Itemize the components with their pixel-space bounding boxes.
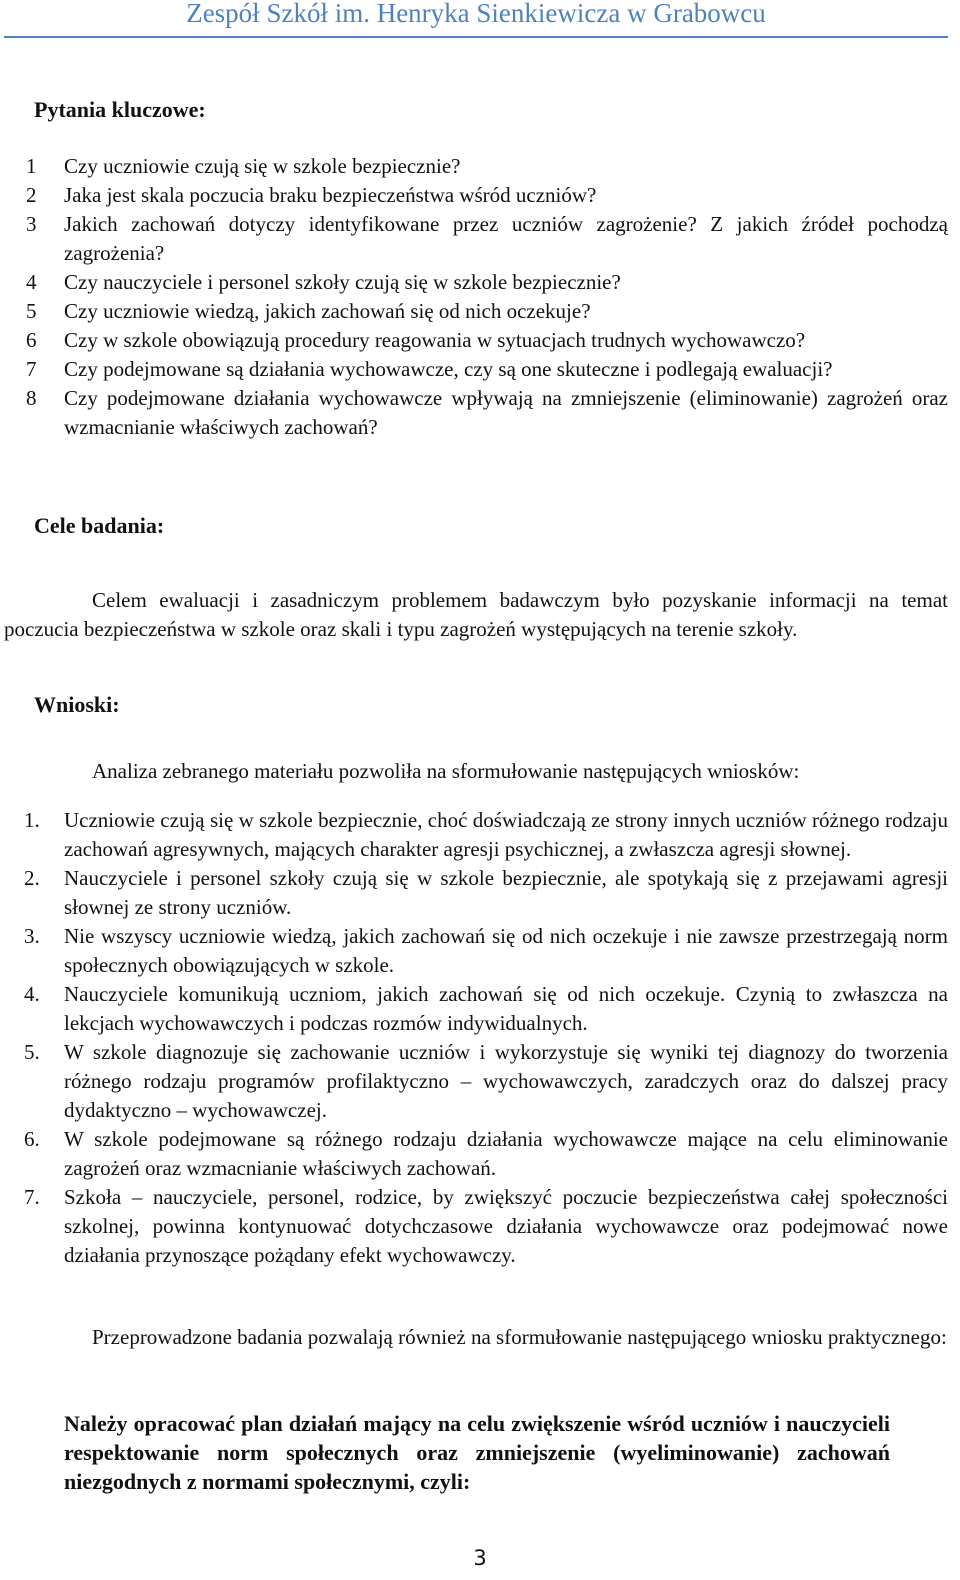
- list-item-text: Szkoła – nauczyciele, personel, rodzice, by zwiększyć poczucie bezpieczeństwa całej społeczności szkolnej, powinna kontynuować dotychczasowe działania wychowawcze oraz podejmować nowe działania przynoszące pożądany efekt wychowawczy.: [64, 1185, 948, 1267]
- list-item-text: W szkole podejmowane są różnego rodzaju działania wychowawcze mające na celu eliminowanie zagrożeń oraz wzmacnianie właściwych zachowań.: [64, 1127, 948, 1180]
- list-item: [0, 922, 948, 980]
- list-item: [0, 980, 948, 1038]
- list-item-text: Nauczyciele komunikują uczniom, jakich zachowań się od nich oczekuje. Czynią to zwłaszcza na lekcjach wychowawczych i podczas rozmów indywidualnych.: [64, 982, 948, 1035]
- list-item-text: Czy podejmowane działania wychowawcze wpływają na zmniejszenie (eliminowanie) zagrożeń oraz wzmacnianie właściwych zachowań?: [64, 386, 948, 439]
- list-item-number: 7.: [24, 1185, 40, 1209]
- conclusions-heading: Wnioski:: [34, 692, 120, 717]
- list-item-text: Uczniowie czują się w szkole bezpiecznie, choć doświadczają ze strony innych uczniów różnego rodzaju zachowań agresywnych, mających charakter agresji psychicznej, a zwłaszcza agresji słownej.: [64, 808, 948, 861]
- list-item-number: 4: [26, 270, 37, 294]
- list-item: [0, 384, 948, 442]
- list-item: [0, 355, 948, 384]
- list-item-text: Czy uczniowie wiedzą, jakich zachowań się od nich oczekuje?: [64, 299, 591, 323]
- list-item: [0, 152, 948, 181]
- list-item-number: 3.: [24, 924, 40, 948]
- list-item-text: Jaka jest skala poczucia braku bezpieczeństwa wśród uczniów?: [64, 183, 597, 207]
- key-questions-list: [0, 152, 960, 442]
- list-item: [0, 1183, 948, 1270]
- list-item-text: Czy podejmowane są działania wychowawcze, czy są one skuteczne i podlegają ewaluacji?: [64, 357, 833, 381]
- list-item: [0, 297, 948, 326]
- list-item-text: W szkole diagnozuje się zachowanie uczniów i wykorzystuje się wyniki tej diagnozy do tworzenia różnego rodzaju programów profilaktyczno – wychowawczych, zaradczych oraz do dalszej pracy dydaktyczno – wychowawczej.: [64, 1040, 948, 1122]
- list-item: [0, 210, 948, 268]
- practical-conclusion: Należy opracować plan działań mający na celu zwiększenie wśród uczniów i nauczycieli respektowanie norm społecznych oraz zmniejszenie (wyeliminowanie) zachowań niezgodnych z normami społecznymi, czyli:: [64, 1411, 890, 1494]
- list-item-number: 5.: [24, 1040, 40, 1064]
- list-item-number: 6.: [24, 1127, 40, 1151]
- list-item-number: 5: [26, 299, 37, 323]
- list-item-text: Nauczyciele i personel szkoły czują się w szkole bezpiecznie, ale spotykają się z przejawami agresji słownej ze strony uczniów.: [64, 866, 948, 919]
- list-item-text: Czy w szkole obowiązują procedury reagowania w sytuacjach trudnych wychowawczo?: [64, 328, 806, 352]
- goals-heading: Cele badania:: [34, 513, 165, 538]
- list-item-number: 1: [26, 154, 37, 178]
- conclusions-list: [0, 806, 960, 1270]
- list-item-number: 2: [26, 183, 37, 207]
- list-item-number: 4.: [24, 982, 40, 1006]
- list-item: [0, 1038, 948, 1125]
- list-item-number: 6: [26, 328, 37, 352]
- list-item-number: 1.: [24, 808, 40, 832]
- list-item-text: Czy nauczyciele i personel szkoły czują się w szkole bezpiecznie?: [64, 270, 621, 294]
- list-item: [0, 326, 948, 355]
- list-item-number: 7: [26, 357, 37, 381]
- conclusions-intro: Analiza zebranego materiału pozwoliła na sformułowanie następujących wniosków:: [92, 759, 800, 783]
- list-item-number: 8: [26, 386, 37, 410]
- list-item-number: 2.: [24, 866, 40, 890]
- practical-intro: Przeprowadzone badania pozwalają również na sformułowanie następującego wniosku praktycznego:: [92, 1325, 947, 1349]
- list-item: [0, 181, 948, 210]
- list-item-number: 3: [26, 212, 37, 236]
- list-item: [0, 806, 948, 864]
- header-title: Zespół Szkół im. Henryka Sienkiewicza w Grabowcu: [186, 0, 766, 28]
- key-questions-heading: Pytania kluczowe:: [34, 97, 206, 122]
- list-item: [0, 268, 948, 297]
- page-number: 3: [473, 1546, 487, 1570]
- list-item-text: Czy uczniowie czują się w szkole bezpiecznie?: [64, 154, 461, 178]
- list-item: [0, 864, 948, 922]
- goals-text: Celem ewaluacji i zasadniczym problemem badawczym było pozyskanie informacji na temat poczucia bezpieczeństwa w szkole oraz skali i typu zagrożeń występujących na terenie szkoły.: [4, 588, 948, 641]
- page-header: [4, 0, 948, 38]
- list-item-text: Jakich zachowań dotyczy identyfikowane przez uczniów zagrożenie? Z jakich źródeł pochodzą zagrożenia?: [64, 212, 948, 265]
- list-item-text: Nie wszyscy uczniowie wiedzą, jakich zachowań się od nich oczekuje i nie zawsze przestrzegają norm społecznych obowiązujących w szkole.: [64, 924, 948, 977]
- list-item: [0, 1125, 948, 1183]
